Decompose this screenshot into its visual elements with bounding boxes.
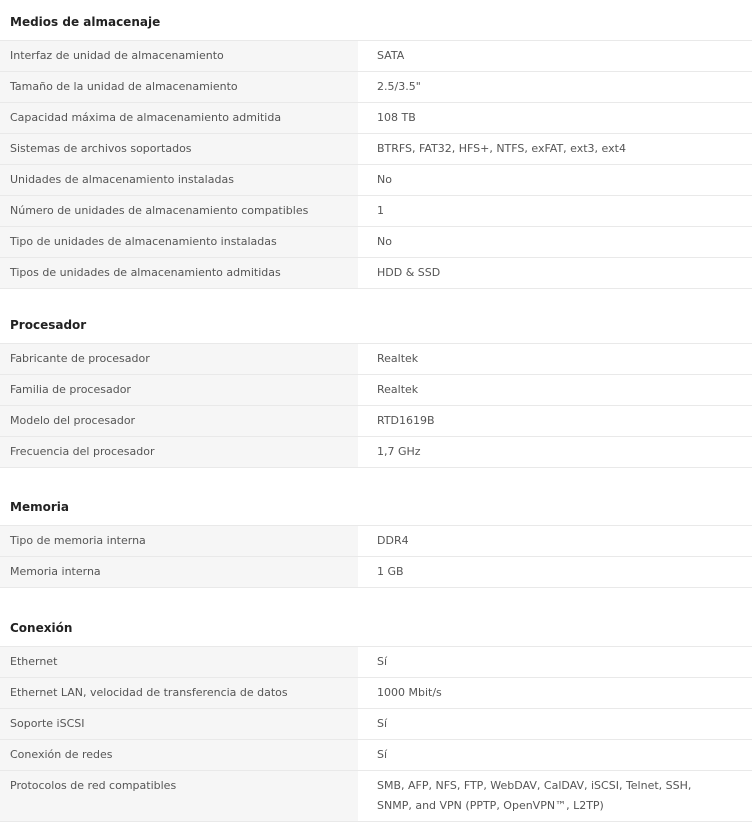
spec-table [0, 646, 752, 822]
spec-value: Realtek [358, 375, 752, 405]
spec-value: 1 [358, 196, 752, 226]
table-row [0, 103, 752, 134]
table-row [0, 40, 752, 72]
spec-value: 1 GB [358, 557, 752, 587]
table-row [0, 406, 752, 437]
spec-label: Unidades de almacenamiento instaladas [0, 165, 358, 195]
spec-label: Interfaz de unidad de almacenamiento [0, 41, 358, 71]
table-row [0, 375, 752, 406]
section-title: Memoria [10, 500, 69, 514]
spec-label: Protocolos de red compatibles [0, 771, 358, 821]
section-title: Medios de almacenaje [10, 15, 161, 29]
spec-label: Fabricante de procesador [0, 344, 358, 374]
spec-value: HDD & SSD [358, 258, 752, 288]
spec-table [0, 525, 752, 588]
spec-label: Capacidad máxima de almacenamiento admitida [0, 103, 358, 133]
spec-value: 1000 Mbit/s [358, 678, 752, 708]
spec-value: 1,7 GHz [358, 437, 752, 467]
spec-value: SATA [358, 41, 752, 71]
spec-label: Número de unidades de almacenamiento compatibles [0, 196, 358, 226]
table-row [0, 134, 752, 165]
spec-label: Tipos de unidades de almacenamiento admitidas [0, 258, 358, 288]
spec-label: Soporte iSCSI [0, 709, 358, 739]
spec-value: BTRFS, FAT32, HFS+, NTFS, exFAT, ext3, ext4 [358, 134, 752, 164]
table-row [0, 258, 752, 289]
section-title: Procesador [10, 318, 87, 332]
spec-label: Conexión de redes [0, 740, 358, 770]
spec-value: SMB, AFP, NFS, FTP, WebDAV, CalDAV, iSCSI, Telnet, SSH, SNMP, and VPN (PPTP, OpenVPN™, L2TP) [358, 771, 752, 821]
table-row [0, 557, 752, 588]
section-connection [0, 610, 752, 822]
table-row [0, 740, 752, 771]
table-row [0, 678, 752, 709]
spec-value: Sí [358, 709, 752, 739]
spec-label: Tamaño de la unidad de almacenamiento [0, 72, 358, 102]
spec-label: Ethernet [0, 647, 358, 677]
section-storage [0, 4, 752, 289]
spec-value: RTD1619B [358, 406, 752, 436]
table-row [0, 437, 752, 468]
section-processor [0, 307, 752, 468]
spec-value: 2.5/3.5" [358, 72, 752, 102]
spec-value: DDR4 [358, 526, 752, 556]
table-row [0, 165, 752, 196]
table-row [0, 709, 752, 740]
spec-label: Sistemas de archivos soportados [0, 134, 358, 164]
spec-value: 108 TB [358, 103, 752, 133]
section-title: Conexión [10, 621, 73, 635]
section-memory [0, 489, 752, 588]
spec-label: Frecuencia del procesador [0, 437, 358, 467]
spec-label: Familia de procesador [0, 375, 358, 405]
spec-label: Modelo del procesador [0, 406, 358, 436]
spec-label: Ethernet LAN, velocidad de transferencia de datos [0, 678, 358, 708]
table-row [0, 72, 752, 103]
table-row [0, 525, 752, 557]
table-row [0, 646, 752, 678]
spec-value: No [358, 227, 752, 257]
table-row [0, 196, 752, 227]
spec-table [0, 343, 752, 468]
spec-table [0, 40, 752, 289]
table-row [0, 343, 752, 375]
spec-label: Tipo de unidades de almacenamiento instaladas [0, 227, 358, 257]
spec-label: Memoria interna [0, 557, 358, 587]
spec-value: No [358, 165, 752, 195]
table-row [0, 227, 752, 258]
spec-label: Tipo de memoria interna [0, 526, 358, 556]
spec-value: Sí [358, 740, 752, 770]
table-row [0, 771, 752, 822]
spec-value: Realtek [358, 344, 752, 374]
spec-value: Sí [358, 647, 752, 677]
